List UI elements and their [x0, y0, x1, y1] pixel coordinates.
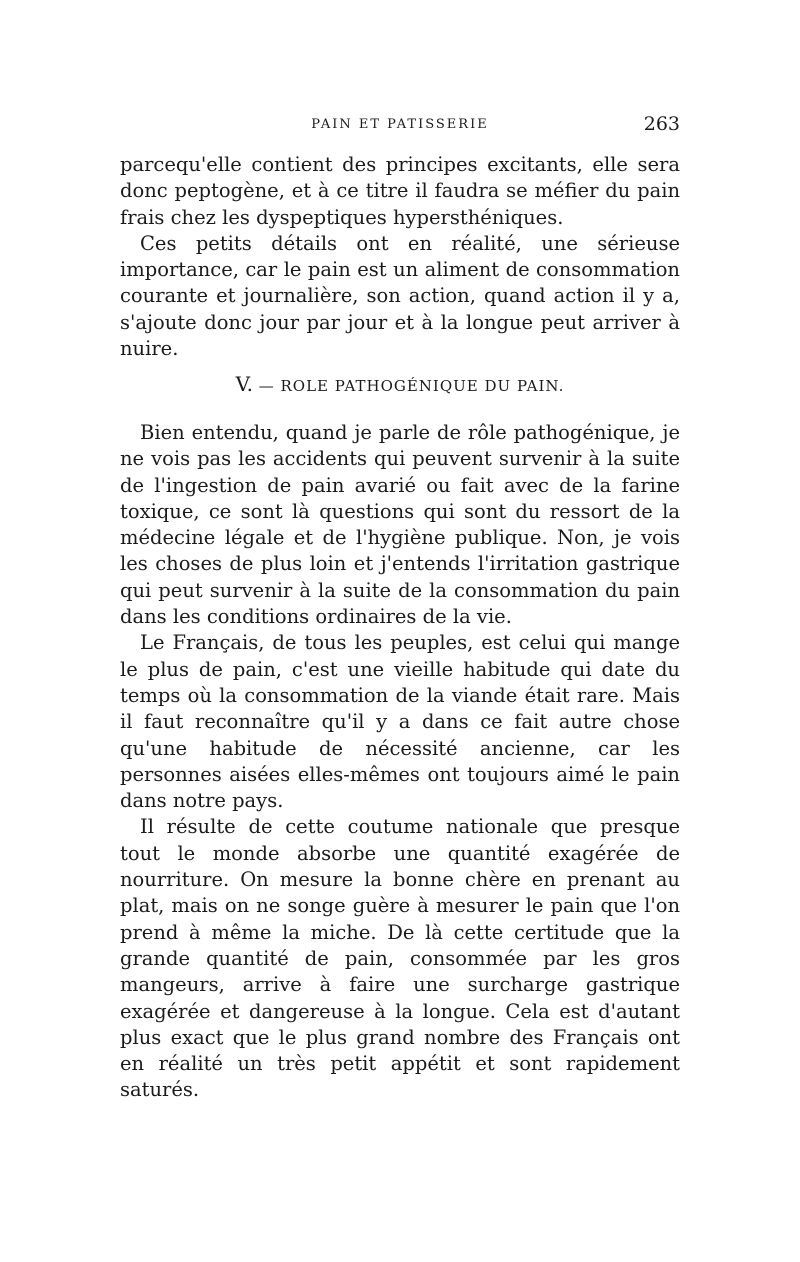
- section-heading: [120, 372, 680, 396]
- paragraph: Ces petits détails ont en réalité, une sérieuse importance, car le pain est un aliment de consommation courante et journalière, son action, quand action il y a, s'ajoute donc jour par jour et à la longue peut arriver à nuire.: [120, 231, 680, 361]
- text-block-bottom: [120, 420, 680, 1104]
- paragraph-continuation: parcequ'elle contient des principes excitants, elle sera donc peptogène, et à ce titre il faudra se méfier du pain frais chez les dyspeptiques hypersthéniques.: [120, 153, 680, 229]
- text-block-top: [120, 152, 680, 362]
- paragraph: Le Français, de tous les peuples, est celui qui mange le plus de pain, c'est une vieille habitude qui date du temps où la consommation de la viande était rare. Mais il faut reconnaître qu'il y a dans ce fait autre chose qu'une habitude de nécessité ancienne, car les personnes aisées elles-mêmes ont toujours aimé le pain dans notre pays.: [120, 631, 680, 813]
- section-dash: —: [252, 377, 281, 395]
- paragraph: Il résulte de cette coutume nationale que presque tout le monde absorbe une quantité exagérée de nourriture. On mesure la bonne chère en prenant au plat, mais on ne songe guère à mesurer le pain que l'on prend à même la miche. De là cette certitude que la grande quantité de pain, consommée par les gros mangeurs, arrive à faire une surcharge gastrique exagérée et dangereuse à la longue. Cela est d'autant plus exact que le plus grand nombre des Français ont en réalité un très petit appétit et sont rapidement saturés.: [120, 815, 680, 1102]
- section-title: ROLE PATHOGÉNIQUE DU PAIN.: [280, 377, 565, 395]
- running-title: PAIN ET PATISSERIE: [311, 117, 489, 132]
- paragraph: Bien entendu, quand je parle de rôle pathogénique, je ne vois pas les accidents qui peuvent survenir à la suite de l'ingestion de pain avarié ou fait avec de la farine toxique, ce sont là questions qui sont du ressort de la médecine légale et de l'hygiène publique. Non, je vois les choses de plus loin et j'entends l'irritation gastrique qui peut survenir à la suite de la consommation du pain dans les conditions ordinaires de la vie.: [120, 421, 680, 629]
- running-head: [120, 113, 680, 137]
- section-numeral: V.: [235, 372, 253, 396]
- page-number: 263: [643, 113, 680, 135]
